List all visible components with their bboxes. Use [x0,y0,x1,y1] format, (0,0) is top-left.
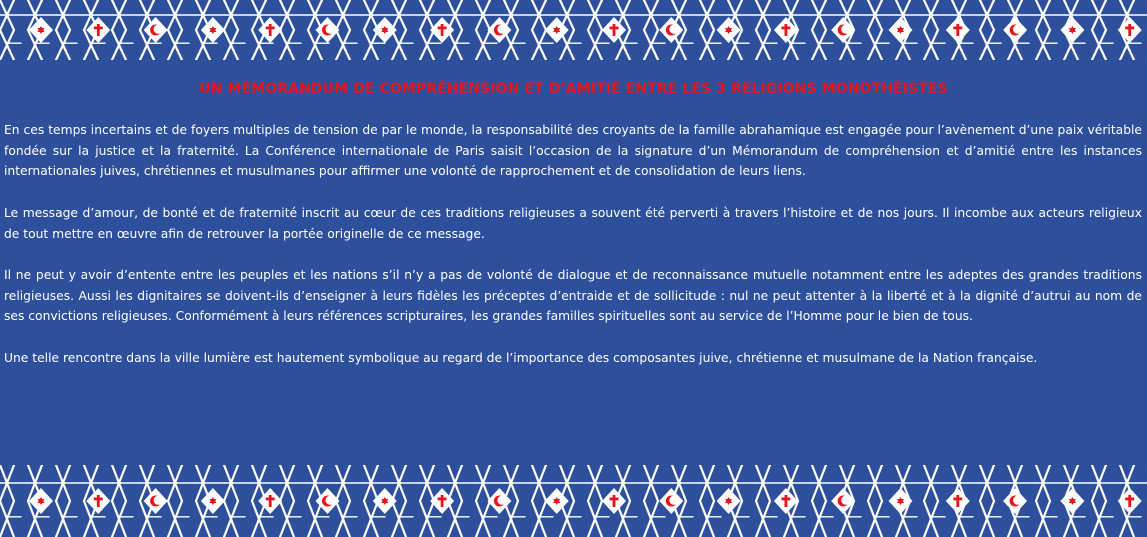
top-decorative-banner [0,0,1147,60]
memorandum-text [4,120,1142,389]
paragraph-3: Il ne peut y avoir d’entente entre les peuples et les nations s’il n’y a pas de volonté de dialogue et de reconnaissance mutuelle notamment entre les adeptes des grandes traditions religieuses. Aussi les dignitaires se doivent-ils d’enseigner à leurs fidèles les préceptes d’entraide et de sollicitude : nul ne peut attenter à la liberté et à la dignité d’autrui au nom de ses convictions religieuses. Conformément à leurs références scripturaires, les grandes familles spirituelles sont au service de l’Homme pour le bien de tous. [4,267,1142,324]
paragraph-1: En ces temps incertains et de foyers multiples de tension de par le monde, la responsabilité des croyants de la famille abrahamique est engagée pour l’avènement d’une paix véritable fondée sur la justice et la fraternité. La Conférence internationale de Paris saisit l’occasion de la signature d’un Mémorandum de compréhension et d’amitié entre les instances internationales juives, chrétiennes et musulmanes pour affirmer une volonté de rapprochement et de consolidation de leurs liens. [4,123,1142,179]
interfaith-pattern-banner [0,465,1147,537]
bottom-decorative-banner [0,465,1147,537]
paragraph-2: Le message d’amour, de bonté et de fraternité inscrit au cœur de ces traditions religieuses a souvent été perverti à travers l’histoire et de nos jours. Il incombe aux acteurs religieux de tout mettre en œuvre afin de retrouver la portée originelle de ce message. [4,205,1142,241]
interfaith-pattern-banner [0,0,1147,60]
page-title: UN MÉMORANDUM DE COMPRÉHENSION ET D’AMITIÉ ENTRE LES 3 RELIGIONS MONOTHÉISTES [199,81,948,97]
paragraph-4: Une telle rencontre dans la ville lumière est hautement symbolique au regard de l’importance des composantes juive, chrétienne et musulmane de la Nation française. [4,350,1038,365]
